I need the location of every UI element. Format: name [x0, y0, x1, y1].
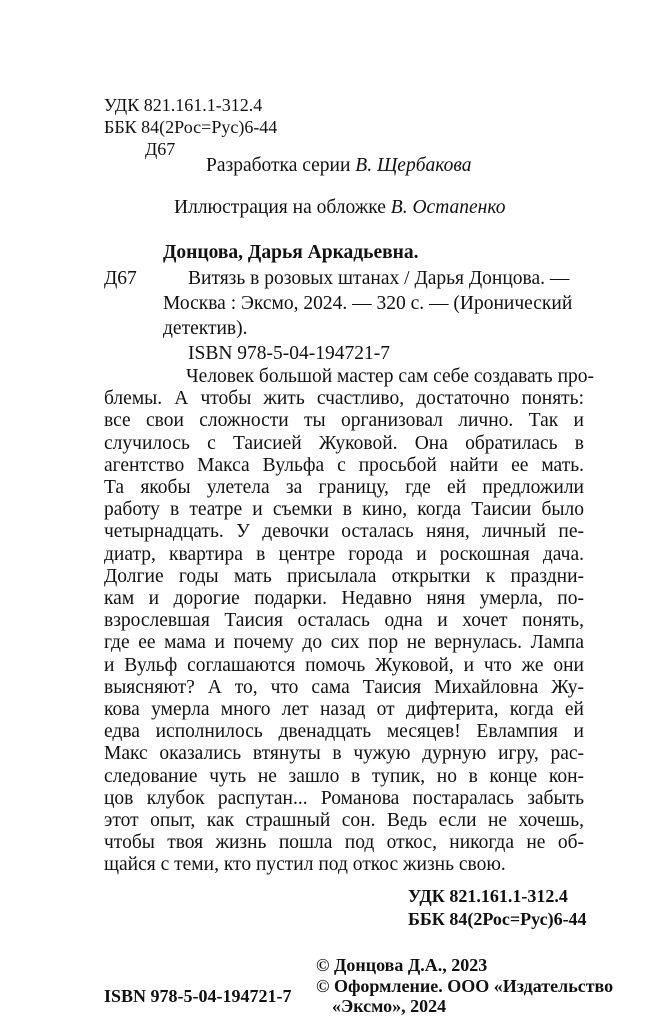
cover-credit	[174, 197, 505, 219]
annotation-line: следование чуть не зашло в тупик, но в конце кон-	[104, 765, 584, 787]
entry-mark: Д67	[104, 268, 137, 289]
entry-line-3: детектив).	[163, 318, 248, 339]
series-credit	[206, 155, 471, 177]
bbk-code: ББК 84(2Рос=Рус)6-44	[104, 117, 278, 137]
annotation-line: этот опыт, как страшный сон. Ведь если не хочешь,	[104, 810, 584, 832]
annotation-line: все свои сложности ты организовал лично. Так и	[104, 410, 584, 432]
footer-isbn: ISBN 978-5-04-194721-7	[104, 986, 292, 1006]
footer-udk: УДК 821.161.1-312.4	[408, 886, 568, 906]
annotation-line: блемы. А чтобы жить счастливо, достаточно понять:	[104, 388, 584, 410]
entry-isbn: ISBN 978-5-04-194721-7	[188, 343, 391, 364]
entry-line-1: Витязь в розовых штанах / Дарья Донцова. —	[188, 268, 570, 289]
annotation-line: едва исполнилось двенадцать месяцев! Евлампия и	[104, 721, 584, 743]
copyright-author: © Донцова Д.А., 2023	[316, 955, 488, 975]
annotation-line: цов клубок распутан... Романова постаралась забыть	[104, 787, 584, 809]
annotation-line: кам и дорогие подарки. Недавно няня умерла, по-	[104, 588, 584, 610]
annotation-line: взрослевшая Таисия осталась одна и хочет понять,	[104, 610, 584, 632]
annotation-text	[104, 366, 594, 877]
annotation-line: Долгие годы мать присылала открытки к праздни-	[104, 565, 584, 587]
annotation-line: Человек большой мастер сам себе создавать про-	[186, 366, 594, 387]
author-heading: Донцова, Дарья Аркадьевна.	[163, 242, 419, 263]
annotation-line: четырнадцать. У девочки осталась няня, личный пе-	[104, 521, 584, 543]
copyright-design-line-1: © Оформление. ООО «Издательство	[316, 976, 614, 996]
series-credit-label: Разработка серии	[206, 155, 351, 176]
annotation-line: щайся с теми, кто пустил под откос жизнь свою.	[104, 854, 506, 876]
entry-line-2: Москва : Эксмо, 2024. — 320 с. — (Иронический	[163, 293, 573, 314]
annotation-line: и Вульф соглашаются помочь Жуковой, и что же они	[104, 654, 584, 676]
author-mark: Д67	[145, 139, 176, 159]
annotation-line: случилось с Таисией Жуковой. Она обратилась в	[104, 432, 584, 454]
annotation-line: чтобы твоя жизнь пошла под откос, никогда не об-	[104, 832, 584, 854]
annotation-line: диатр, квартира в центре города и роскошная дача.	[104, 543, 584, 565]
cover-credit-name: В. Остапенко	[390, 197, 506, 218]
annotation-line: Макс оказались втянуты в чужую дурную игру, рас-	[104, 743, 584, 765]
cover-credit-label: Иллюстрация на обложке	[174, 197, 386, 218]
series-credit-name: В. Щербакова	[355, 155, 472, 176]
annotation-line: где ее мама и почему до сих пор не вернулась. Лампа	[104, 632, 584, 654]
udk-code: УДК 821.161.1-312.4	[104, 95, 263, 115]
annotation-line: Та якобы улетела за границу, где ей предложили	[104, 477, 584, 499]
footer-bbk: ББК 84(2Рос=Рус)6-44	[408, 909, 587, 929]
annotation-line: работу в театре и съемки в кино, когда Таисии было	[104, 499, 584, 521]
copyright-design-line-2: «Эксмо», 2024	[332, 996, 447, 1016]
annotation-line: агентство Макса Вульфа с просьбой найти ее мать.	[104, 454, 584, 476]
annotation-line: кова умерла много лет назад от дифтерита, когда ей	[104, 699, 584, 721]
annotation-line: выясняют? А то, что сама Таисия Михайловна Жу-	[104, 676, 584, 698]
